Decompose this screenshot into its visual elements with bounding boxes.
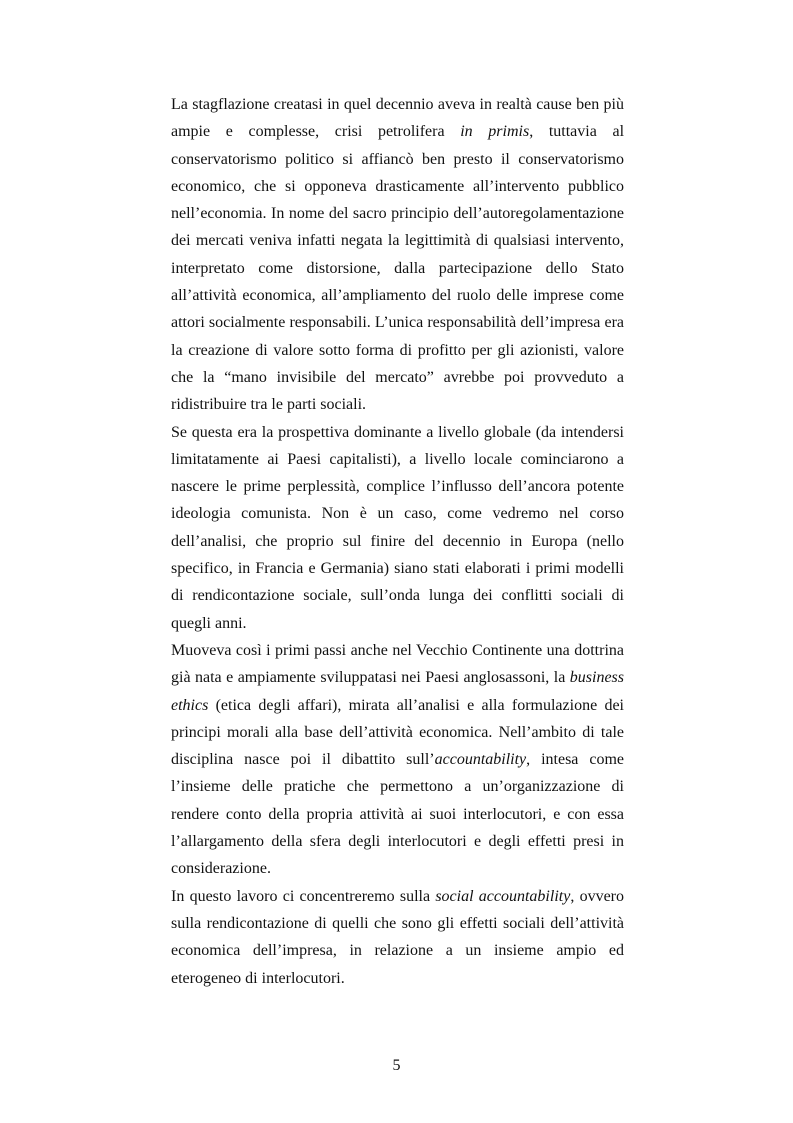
text-run: La stagflazione creatasi in quel decennio aveva in realtà cause ben più ampie e complesse, crisi petrolifera: [171, 96, 624, 141]
paragraph: [171, 637, 624, 883]
page-number: 5: [392, 1057, 401, 1074]
text-run: , intesa come l’insieme delle pratiche che permettono a un’organizzazione di rendere conto della propria attività ai suoi interlocutori, e con essa l’allargamento della sfera degli interlocutori e degli effetti presi in considerazione.: [171, 751, 625, 878]
paragraph: [171, 883, 624, 992]
text-run: , tuttavia al conservatorismo politico si affiancò ben presto il conservatorismo economico, che si opponeva drasticamente all’intervento pubblico nell’economia. In nome del sacro principio dell’autoregolamentazione dei mercati veniva infatti negata la legittimità di qualsiasi intervento, interpretato come distorsione, dalla partecipazione dello Stato all’attività economica, all’ampliamento del ruolo delle imprese come attori socialmente responsabili. L’unica responsabilità dell’impresa era la creazione di valore sotto forma di profitto per gli azionisti, valore che la “mano invisibile del mercato” avrebbe poi provveduto a ridistribuire tra le parti sociali.: [171, 123, 625, 414]
italic-term: in primis: [460, 123, 530, 141]
text-run: (etica degli affari), mirata all’analisi e alla formulazione dei principi morali alla base dell’attività economica. Nell’ambito di tale disciplina nasce poi il dibattito sull’: [171, 696, 624, 769]
text-run: Se questa era la prospettiva dominante a livello globale (da intendersi limitatamente ai Paesi capitalisti), a livello locale cominciarono a nascere le prime perplessità, complice l’influsso dell’ancora potente ideologia comunista. Non è un caso, come vedremo nel corso dell’analisi, che proprio sul finire del decennio in Europa (nello specifico, in Francia e Germania) siano stati elaborati i primi modelli di rendicontazione sociale, sull’onda lunga dei conflitti sociali di quegli anni.: [171, 423, 624, 632]
italic-term: social accountability: [435, 887, 571, 905]
italic-term: accountability: [434, 751, 527, 769]
body-text: [171, 91, 624, 992]
paragraph: [171, 419, 624, 637]
text-run: Muoveva così i primi passi anche nel Vecchio Continente una dottrina già nata e ampiamente sviluppatasi nei Paesi anglosassoni, la: [171, 641, 624, 687]
text-run: In questo lavoro ci concentreremo sulla: [171, 887, 436, 905]
text-run: , ovvero sulla rendicontazione di quelli che sono gli effetti sociali dell’attività economica dell’impresa, in relazione a un insieme ampio ed eterogeneo di interlocutori.: [171, 887, 625, 987]
paragraph: [171, 91, 624, 419]
italic-term: business ethics: [171, 669, 624, 714]
